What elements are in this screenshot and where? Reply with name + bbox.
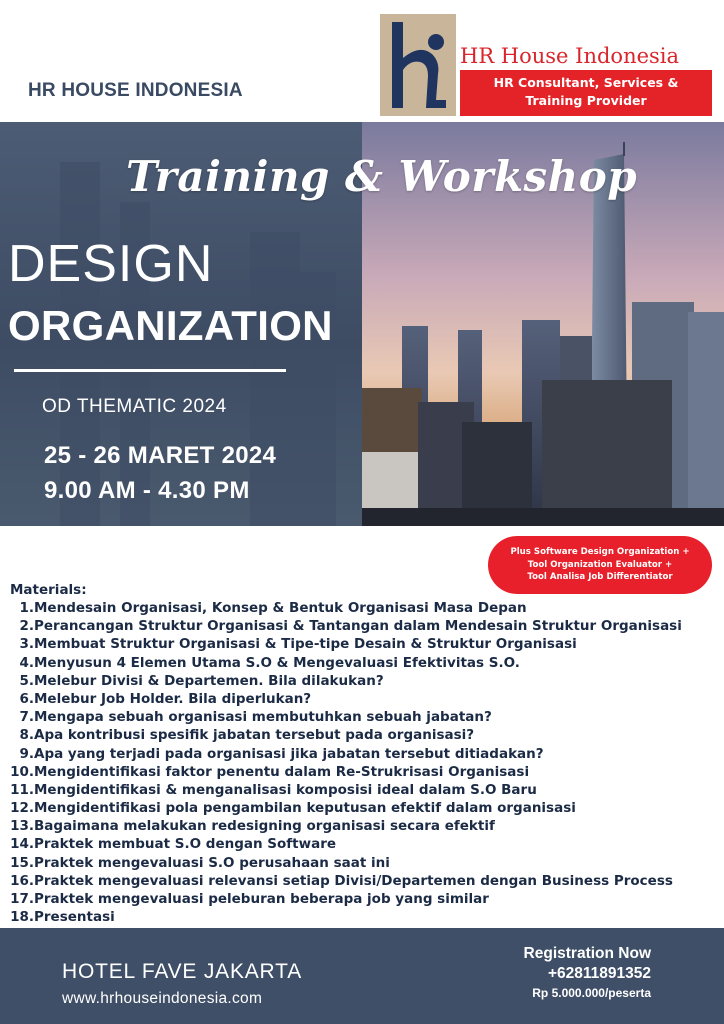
item-text: Praktek mengevaluasi peleburan beberapa job yang similar	[34, 891, 489, 907]
item-text: Melebur Job Holder. Bila diperlukan?	[34, 690, 312, 707]
list-item	[0, 617, 724, 635]
hero-script-title: Training & Workshop	[126, 152, 638, 201]
event-date: 25 - 26 MARET 2024	[44, 442, 277, 469]
list-item	[0, 835, 724, 853]
hero-thematic: OD THEMATIC 2024	[42, 396, 227, 417]
item-text: Apa yang terjadi pada organisasi jika jabatan tersebut ditiadakan?	[34, 745, 544, 762]
item-number: 13.	[10, 818, 34, 835]
item-text: Menyusun 4 Elemen Utama S.O & Mengevaluasi Efektivitas S.O.	[34, 654, 520, 671]
event-time: 9.00 AM - 4.30 PM	[44, 477, 250, 504]
title-divider	[14, 369, 286, 372]
organization-name: HR HOUSE INDONESIA	[28, 80, 243, 101]
registration-title: Registration Now	[523, 945, 651, 962]
promo-line: Tool Analisa Job Differentiator	[527, 572, 673, 583]
item-number: 3.	[19, 636, 34, 653]
item-text: Presentasi	[34, 909, 115, 926]
item-number: 7.	[19, 709, 34, 726]
item-number: 2.	[19, 618, 34, 635]
item-text: Membuat Struktur Organisasi & Tipe-tipe Desain & Struktur Organisasi	[34, 636, 577, 653]
list-item	[0, 890, 724, 908]
item-number: 4.	[19, 654, 34, 671]
item-number: 17.	[10, 891, 34, 907]
list-item	[0, 854, 724, 872]
list-item	[0, 654, 724, 672]
item-number: 8.	[19, 727, 34, 744]
materials-title: Materials:	[10, 582, 87, 598]
logo-subtitle-line: Training Provider	[525, 93, 647, 108]
footer-bar	[0, 928, 724, 1024]
item-number: 10.	[10, 763, 34, 780]
logo-title: HR House Indonesia	[460, 44, 680, 68]
company-logo	[380, 14, 712, 116]
item-number: 6.	[19, 690, 34, 707]
item-text: Melebur Divisi & Departemen. Bila dilakukan?	[34, 672, 384, 689]
list-item	[0, 672, 724, 690]
item-number: 12.	[10, 800, 34, 817]
item-number: 1.	[19, 600, 34, 616]
item-number: 5.	[19, 672, 34, 689]
list-item	[0, 635, 724, 653]
list-item	[0, 817, 724, 835]
hero-title-line2: ORGANIZATION	[8, 302, 333, 349]
logo-subtitle-line: HR Consultant, Services &	[493, 75, 679, 90]
item-text: Mengidentifikasi faktor penentu dalam Re-Strukrisasi Organisasi	[34, 763, 530, 780]
promo-line: Tool Organization Evaluator +	[527, 559, 673, 570]
item-number: 9.	[19, 745, 34, 762]
item-number: 11.	[10, 781, 34, 798]
item-text: Bagaimana melakukan redesigning organisasi secara efektif	[34, 818, 495, 835]
registration-phone[interactable]: +62811891352	[547, 965, 651, 982]
item-text: Mengapa sebuah organisasi membutuhkan sebuah jabatan?	[34, 709, 492, 726]
hero-banner	[0, 122, 724, 526]
promo-line: Plus Software Design Organization +	[510, 547, 690, 558]
list-item	[0, 799, 724, 817]
item-number: 18.	[10, 909, 34, 926]
item-number: 15.	[10, 854, 34, 871]
materials-list	[0, 599, 724, 926]
item-text: Mendesain Organisasi, Konsep & Bentuk Organisasi Masa Depan	[34, 600, 527, 616]
item-text: Praktek mengevaluasi S.O perusahaan saat ini	[34, 854, 390, 871]
logo-subtitle	[460, 70, 712, 116]
promo-badge	[488, 536, 712, 594]
item-text: Praktek membuat S.O dengan Software	[34, 836, 337, 853]
event-venue: HOTEL FAVE JAKARTA	[62, 960, 303, 983]
list-item	[0, 872, 724, 890]
item-text: Apa kontribusi spesifik jabatan tersebut pada organisasi?	[34, 727, 475, 744]
list-item	[0, 690, 724, 708]
item-text: Praktek mengevaluasi relevansi setiap Divisi/Departemen dengan Business Process	[34, 872, 673, 889]
item-number: 16.	[10, 872, 34, 889]
hr-monogram-icon	[380, 14, 456, 116]
item-text: Mengidentifikasi pola pengambilan keputusan efektif dalam organisasi	[34, 800, 576, 817]
list-item	[0, 908, 724, 926]
list-item	[0, 708, 724, 726]
hero-title-line1: DESIGN	[8, 235, 214, 293]
list-item	[0, 599, 724, 617]
registration-info	[524, 944, 651, 1002]
list-item	[0, 781, 724, 799]
item-text: Perancangan Struktur Organisasi & Tantangan dalam Mendesain Struktur Organisasi	[34, 618, 682, 635]
website-link[interactable]: www.hrhouseindonesia.com	[62, 990, 263, 1007]
registration-price: Rp 5.000.000/peserta	[532, 986, 651, 1000]
list-item	[0, 763, 724, 781]
list-item	[0, 745, 724, 763]
item-number: 14.	[10, 836, 34, 853]
list-item	[0, 726, 724, 744]
item-text: Mengidentifikasi & menganalisasi komposisi ideal dalam S.O Baru	[34, 781, 537, 798]
